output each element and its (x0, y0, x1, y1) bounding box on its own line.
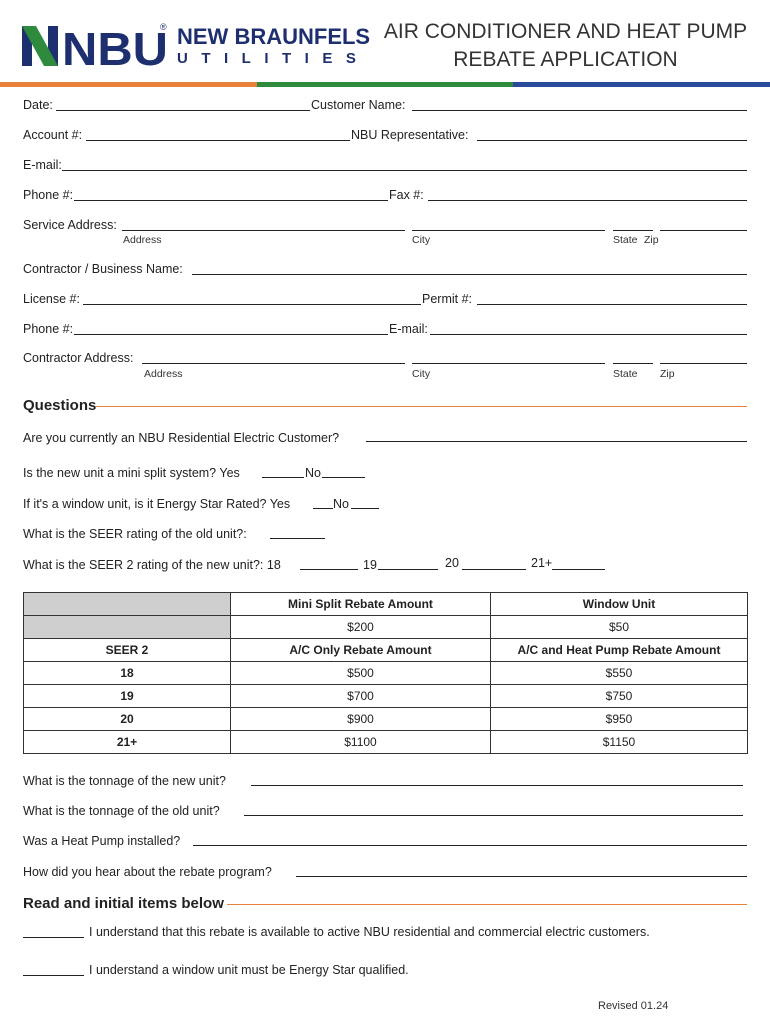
contractor-address-sublabel: Address (144, 368, 183, 380)
ac-only-header: A/C Only Rebate Amount (231, 639, 491, 662)
contractor-address-label: Contractor Address: (23, 351, 134, 365)
customer-name-label: Customer Name: (311, 98, 406, 112)
q-mini-split-no-label: No (305, 466, 321, 480)
tonnage-new-field[interactable] (251, 785, 743, 786)
license-field[interactable] (83, 304, 421, 305)
table-cell-blank (24, 593, 231, 616)
q-energy-star-yes-field[interactable] (313, 508, 333, 509)
service-address-label: Service Address: (23, 218, 117, 232)
q-mini-split-no-field[interactable] (322, 477, 365, 478)
permit-field[interactable] (477, 304, 747, 305)
rebate-table (23, 592, 748, 754)
table-cell-blank (24, 616, 231, 639)
window-unit-header: Window Unit (491, 593, 748, 616)
q-seer-18-field[interactable] (300, 569, 358, 570)
initials-heading: Read and initial items below (23, 895, 224, 912)
table-row (24, 593, 748, 616)
seer-value: 21+ (24, 731, 231, 754)
contractor-state-field[interactable] (613, 363, 653, 364)
registered-mark: ® (160, 22, 167, 32)
email-field[interactable] (62, 170, 747, 171)
q-energy-star-label: If it's a window unit, is it Energy Star Rated? Yes (23, 497, 291, 511)
q-seer-21-field[interactable] (552, 569, 605, 570)
license-label: License #: (23, 292, 80, 306)
q-energy-star-no-label: No (333, 497, 349, 511)
table-row (24, 708, 748, 731)
ac-only-value: $900 (231, 708, 491, 731)
q-seer-20-label: 20 (445, 556, 459, 570)
initial-item-1: I understand that this rebate is available to active NBU residential and commercial electric customers. (89, 925, 650, 939)
nbu-rep-label: NBU Representative: (351, 128, 469, 142)
seer-value: 18 (24, 662, 231, 685)
contractor-zip-field[interactable] (660, 363, 747, 364)
q-new-seer-label: What is the SEER 2 rating of the new unit?: 18 (23, 558, 281, 572)
nbu-logo-mark (22, 22, 172, 70)
questions-rule (96, 406, 747, 407)
contractor-state-sublabel: State (613, 368, 638, 380)
contractor-email-label: E-mail: (389, 322, 428, 336)
contractor-business-label: Contractor / Business Name: (23, 262, 183, 276)
q-old-seer-field[interactable] (270, 538, 325, 539)
account-label: Account #: (23, 128, 83, 142)
date-field[interactable] (56, 110, 310, 111)
window-unit-amount: $50 (491, 616, 748, 639)
table-row (24, 639, 748, 662)
phone-label: Phone #: (23, 188, 74, 202)
q-energy-star-no-field[interactable] (351, 508, 379, 509)
contractor-city-sublabel: City (412, 368, 431, 380)
ac-heat-value: $1150 (491, 731, 748, 754)
ac-only-value: $500 (231, 662, 491, 685)
hear-about-label: How did you hear about the rebate program? (23, 865, 272, 879)
contractor-business-field[interactable] (192, 274, 747, 275)
ac-heat-value: $550 (491, 662, 748, 685)
header-bar-blue (513, 82, 770, 87)
account-field[interactable] (86, 140, 350, 141)
nbu-logo-text: NBU (62, 23, 168, 70)
ac-heat-value: $750 (491, 685, 748, 708)
header-bar-green (257, 82, 513, 87)
q-seer-19-field[interactable] (378, 569, 438, 570)
q-mini-split-yes-field[interactable] (262, 477, 304, 478)
q-nbu-customer-label: Are you currently an NBU Residential Electric Customer? (23, 431, 340, 445)
mini-split-amount: $200 (231, 616, 491, 639)
ac-heat-pump-header: A/C and Heat Pump Rebate Amount (491, 639, 748, 662)
heat-pump-label: Was a Heat Pump installed? (23, 834, 181, 848)
fax-label: Fax #: (389, 188, 424, 202)
logo-line-2: UTILITIES (177, 50, 370, 67)
q-seer-19-label: 19 (363, 558, 377, 572)
service-state-sublabel: State (613, 234, 638, 246)
customer-name-field[interactable] (412, 110, 747, 111)
contractor-phone-field[interactable] (74, 334, 388, 335)
service-state-field[interactable] (613, 230, 653, 231)
heat-pump-field[interactable] (193, 845, 747, 846)
tonnage-old-label: What is the tonnage of the old unit? (23, 804, 220, 818)
ac-only-value: $700 (231, 685, 491, 708)
seer-value: 19 (24, 685, 231, 708)
q-seer-20-field[interactable] (462, 569, 526, 570)
form-title-line-1: AIR CONDITIONER AND HEAT PUMP (383, 20, 748, 43)
fax-field[interactable] (428, 200, 747, 201)
seer-header: SEER 2 (24, 639, 231, 662)
service-zip-field[interactable] (660, 230, 747, 231)
phone-field[interactable] (74, 200, 388, 201)
tonnage-old-field[interactable] (244, 815, 743, 816)
q-old-seer-label: What is the SEER rating of the old unit?: (23, 527, 247, 541)
ac-only-value: $1100 (231, 731, 491, 754)
seer-value: 20 (24, 708, 231, 731)
tonnage-new-label: What is the tonnage of the new unit? (23, 774, 226, 788)
initial-item-2: I understand a window unit must be Energy Star qualified. (89, 963, 409, 977)
logo-line-1: NEW BRAUNFELS (177, 24, 371, 49)
permit-label: Permit #: (422, 292, 473, 306)
date-label: Date: (23, 98, 53, 112)
form-title-line-2: REBATE APPLICATION (453, 48, 678, 71)
table-row (24, 685, 748, 708)
q-mini-split-label: Is the new unit a mini split system? Yes (23, 466, 240, 480)
q-seer-21-label: 21+ (531, 556, 553, 570)
hear-about-field[interactable] (296, 876, 747, 877)
contractor-phone-label: Phone #: (23, 322, 74, 336)
service-city-sublabel: City (412, 234, 431, 246)
revised-note: Revised 01.24 (598, 1000, 669, 1012)
q-nbu-customer-field[interactable] (366, 441, 747, 442)
mini-split-header: Mini Split Rebate Amount (231, 593, 491, 616)
table-row (24, 616, 748, 639)
nbu-rep-field[interactable] (477, 140, 747, 141)
ac-heat-value: $950 (491, 708, 748, 731)
table-row (24, 662, 748, 685)
initial-field-1[interactable] (23, 937, 84, 938)
header-bar-orange (0, 82, 257, 87)
contractor-email-field[interactable] (430, 334, 747, 335)
initials-rule (227, 904, 747, 905)
service-zip-sublabel: Zip (644, 234, 659, 246)
questions-heading: Questions (23, 397, 97, 414)
contractor-zip-sublabel: Zip (660, 368, 675, 380)
table-row (24, 731, 748, 754)
service-address-field[interactable] (122, 230, 405, 231)
contractor-city-field[interactable] (412, 363, 605, 364)
service-city-field[interactable] (412, 230, 605, 231)
service-address-sublabel: Address (123, 234, 162, 246)
email-label: E-mail: (23, 158, 62, 172)
contractor-address-field[interactable] (142, 363, 405, 364)
initial-field-2[interactable] (23, 975, 84, 976)
